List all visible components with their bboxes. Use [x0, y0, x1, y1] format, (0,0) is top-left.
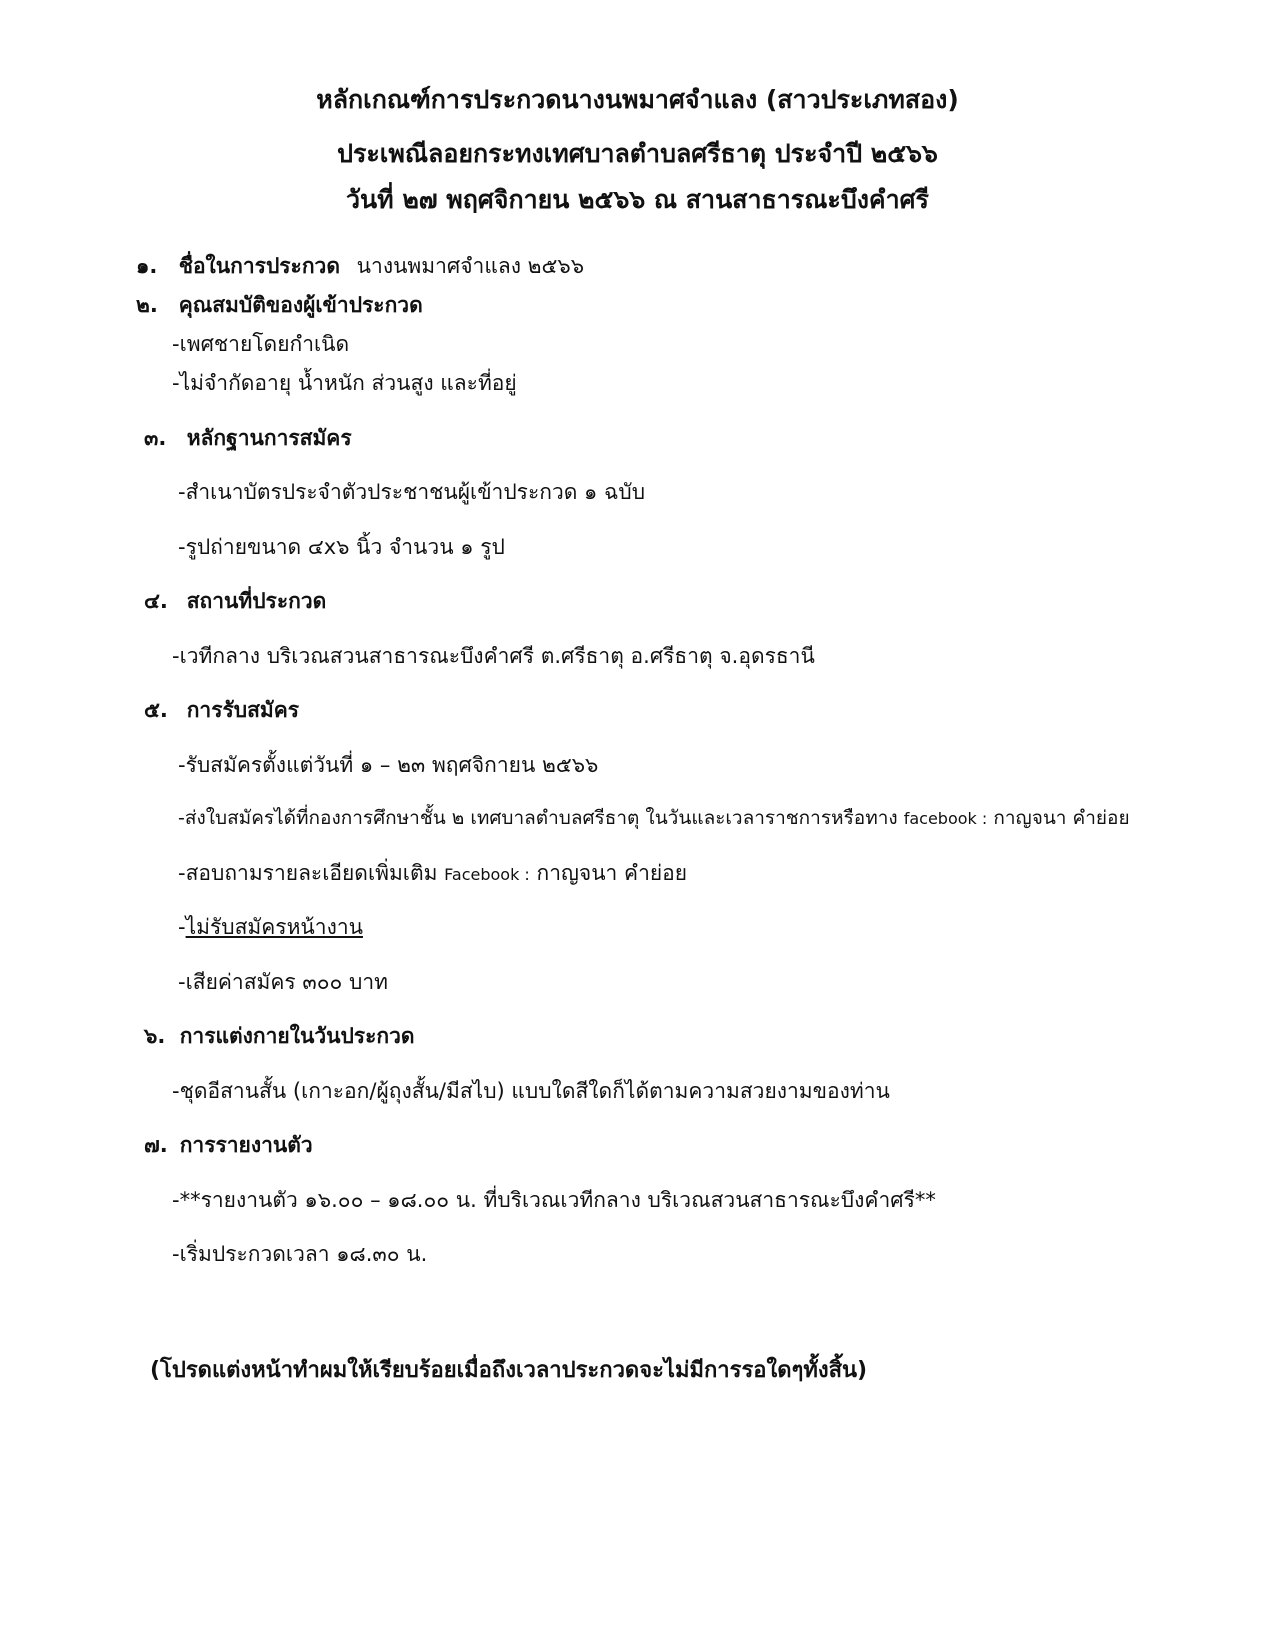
section-3-item: -รูปถ่ายขนาด ๔x๖ นิ้ว จำนวน ๑ รูป	[178, 535, 505, 559]
section-5-item	[178, 911, 363, 944]
contact-name: กาญจนา คำย่อย	[536, 861, 688, 885]
section-2-title: คุณสมบัติของผู้เข้าประกวด	[178, 293, 423, 317]
section-7-title: การรายงานตัว	[179, 1133, 313, 1157]
section-6-number: ๖.	[144, 1024, 166, 1048]
section-2-item: -ไม่จำกัดอายุ น้ำหนัก ส่วนสูง และที่อยู่	[172, 371, 517, 395]
section-4-number: ๔.	[144, 589, 168, 613]
section-7-number: ๗.	[144, 1133, 168, 1157]
contact-name: กาญจนา คำย่อย	[993, 807, 1130, 829]
section-7-heading	[144, 1129, 313, 1162]
section-1-number: ๑.	[136, 254, 158, 278]
section-4-item: -เวทีกลาง บริเวณสวนสาธารณะบึงคำศรี ต.ศรีธาตุ อ.ศรีธาตุ จ.อุดรธานี	[172, 644, 815, 668]
facebook-label: Facebook :	[444, 865, 530, 884]
section-1-title: ชื่อในการประกวด	[178, 254, 340, 278]
section-5-item-text: -สอบถามรายละเอียดเพิ่มเติม	[178, 861, 438, 885]
section-7-item: -เริ่มประกวดเวลา ๑๘.๓๐ น.	[172, 1242, 428, 1266]
section-3-title: หลักฐานการสมัคร	[186, 426, 352, 450]
section-6-title: การแต่งกายในวันประกวด	[179, 1024, 415, 1048]
section-7-item: -**รายงานตัว ๑๖.๐๐ – ๑๘.๐๐ น. ที่บริเวณเวทีกลาง บริเวณสวนสาธารณะบึงคำศรี**	[172, 1188, 936, 1212]
document-date-venue: วันที่ ๒๗ พฤศจิกายน ๒๕๖๖ ณ สานสาธารณะบึงคำศรี	[346, 185, 929, 214]
section-5-item: -รับสมัครตั้งแต่วันที่ ๑ – ๒๓ พฤศจิกายน ๒๕๖๖	[178, 753, 599, 777]
facebook-label: facebook :	[903, 809, 988, 828]
section-6-heading	[144, 1020, 415, 1053]
section-2-heading	[136, 289, 423, 322]
section-5-number: ๕.	[144, 698, 168, 722]
section-5-heading	[144, 694, 299, 727]
section-2-item: -เพศชายโดยกำเนิด	[172, 332, 350, 356]
section-5-item-text: -ส่งใบสมัครได้ที่กองการศึกษาชั้น ๒ เทศบาลตำบลศรีธาตุ ในวันและเวลาราชการหรือทาง	[178, 807, 898, 829]
section-5-item	[178, 857, 687, 890]
section-4-heading	[144, 585, 326, 618]
section-5-item-dash: -	[178, 915, 186, 939]
section-3-number: ๓.	[144, 426, 167, 450]
footer-note: (โปรดแต่งหน้าทำผมให้เรียบร้อยเมื่อถึงเวลาประกวดจะไม่มีการรอใดๆทั้งสิ้น)	[150, 1358, 868, 1383]
section-2-number: ๒.	[136, 293, 158, 317]
section-3-item: -สำเนาบัตรประจำตัวประชาชนผู้เข้าประกวด ๑ ฉบับ	[178, 480, 646, 504]
document-title: หลักเกณฑ์การประกวดนางนพมาศจำแลง (สาวประเภทสอง)	[316, 85, 959, 114]
section-1	[136, 250, 584, 283]
section-6-item: -ชุดอีสานสั้น (เกาะอก/ผู้ถุงสั้น/มีสไบ) แบบใดสีใดก็ได้ตามความสวยงามของท่าน	[172, 1079, 890, 1103]
no-walk-in-notice: ไม่รับสมัครหน้างาน	[185, 915, 363, 939]
section-5-item	[178, 803, 1130, 833]
section-5-title: การรับสมัคร	[186, 698, 300, 722]
section-1-value: นางนพมาศจำแลง ๒๕๖๖	[356, 254, 585, 278]
section-3-heading	[144, 422, 352, 455]
section-4-title: สถานที่ประกวด	[186, 589, 327, 613]
section-5-item: -เสียค่าสมัคร ๓๐๐ บาท	[178, 970, 389, 994]
document-subtitle: ประเพณีลอยกระทงเทศบาลตำบลศรีธาตุ ประจำปี ๒๕๖๖	[337, 139, 938, 168]
